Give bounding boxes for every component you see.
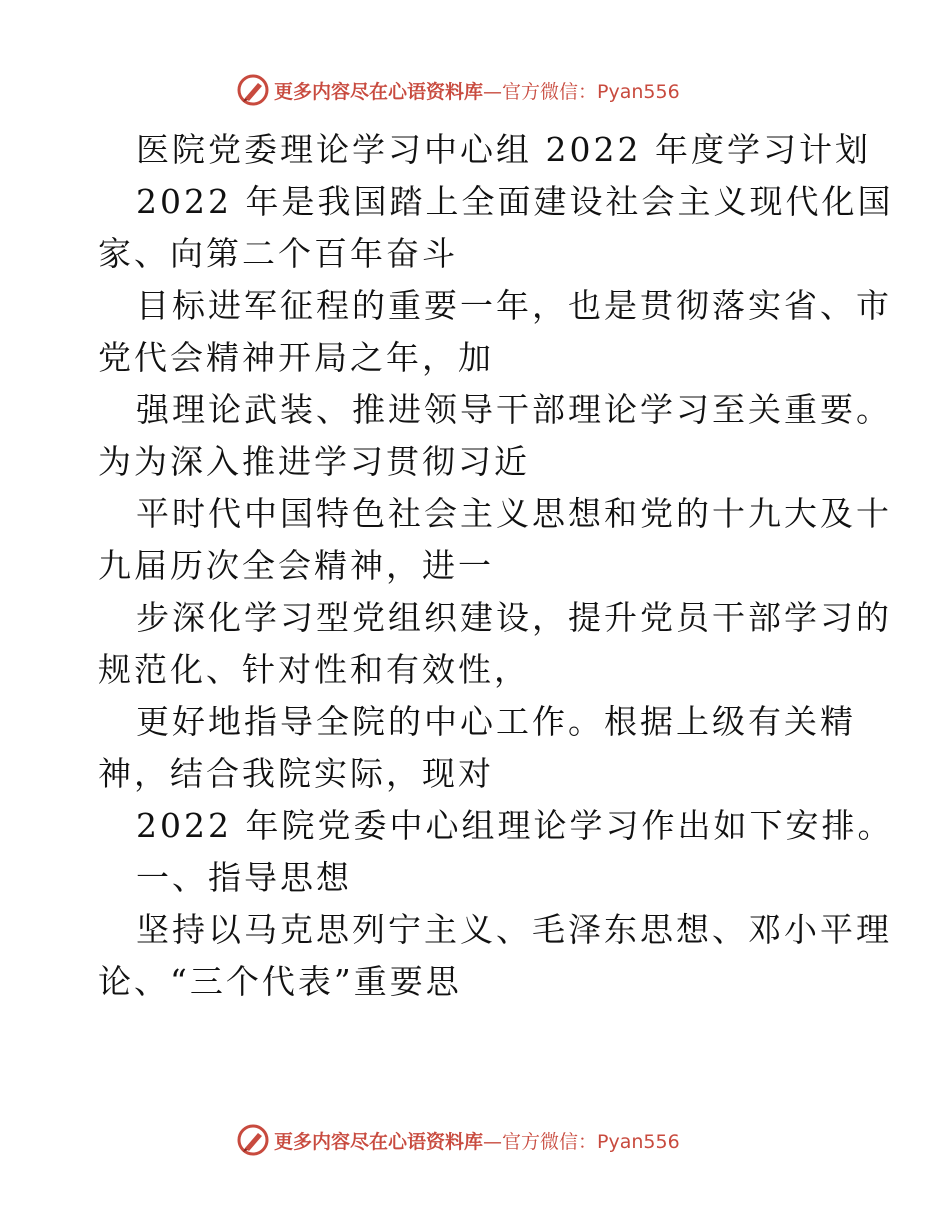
document-body <box>98 124 894 1008</box>
watermark-wechat-id: Pyan556 <box>597 80 680 103</box>
watermark-separator: — <box>483 80 503 103</box>
text-line: 2022 年是我国踏上全面建设社会主义现代化国 <box>136 182 894 221</box>
watermark-site-text: 更多内容尽在心语资料库 <box>274 1130 484 1153</box>
text-line: 强理论武装、推进领导干部理论学习至关重要。 <box>136 390 892 429</box>
watermark-wechat-label: 官方微信： <box>502 1130 598 1153</box>
text-line: 九届历次全会精神，进一 <box>98 546 494 585</box>
pen-logo-icon <box>236 1123 270 1157</box>
text-line: 家、向第二个百年奋斗 <box>98 234 458 273</box>
watermark-text <box>274 1127 680 1154</box>
watermark-text <box>274 77 680 104</box>
text-line: 步深化学习型党组织建设，提升党员干部学习的 <box>136 598 892 637</box>
text-line: 2022 年院党委中心组理论学习作出如下安排。 <box>136 806 894 845</box>
text-line: 更好地指导全院的中心工作。根据上级有关精 <box>136 702 856 741</box>
text-line: 神，结合我院实际，现对 <box>98 754 494 793</box>
footer-watermark <box>236 1122 716 1158</box>
watermark-site-text: 更多内容尽在心语资料库 <box>274 80 484 103</box>
text-line: 论、“三个代表”重要思 <box>98 962 462 1001</box>
watermark-wechat-id: Pyan556 <box>597 1130 680 1153</box>
pen-logo-icon <box>236 73 270 107</box>
watermark-wechat-label: 官方微信： <box>502 80 598 103</box>
text-line: 一、指导思想 <box>136 858 352 897</box>
header-watermark <box>236 72 716 108</box>
text-line: 平时代中国特色社会主义思想和党的十九大及十 <box>136 494 892 533</box>
watermark-separator: — <box>483 1130 503 1153</box>
text-line: 目标进军征程的重要一年，也是贯彻落实省、市 <box>136 286 892 325</box>
text-line: 党代会精神开局之年，加 <box>98 338 494 377</box>
document-title: 医院党委理论学习中心组 2022 年度学习计划 <box>136 130 871 169</box>
text-line: 规范化、针对性和有效性， <box>98 650 530 689</box>
text-line: 坚持以马克思列宁主义、毛泽东思想、邓小平理 <box>136 910 892 949</box>
text-line: 为为深入推进学习贯彻习近 <box>98 442 530 481</box>
